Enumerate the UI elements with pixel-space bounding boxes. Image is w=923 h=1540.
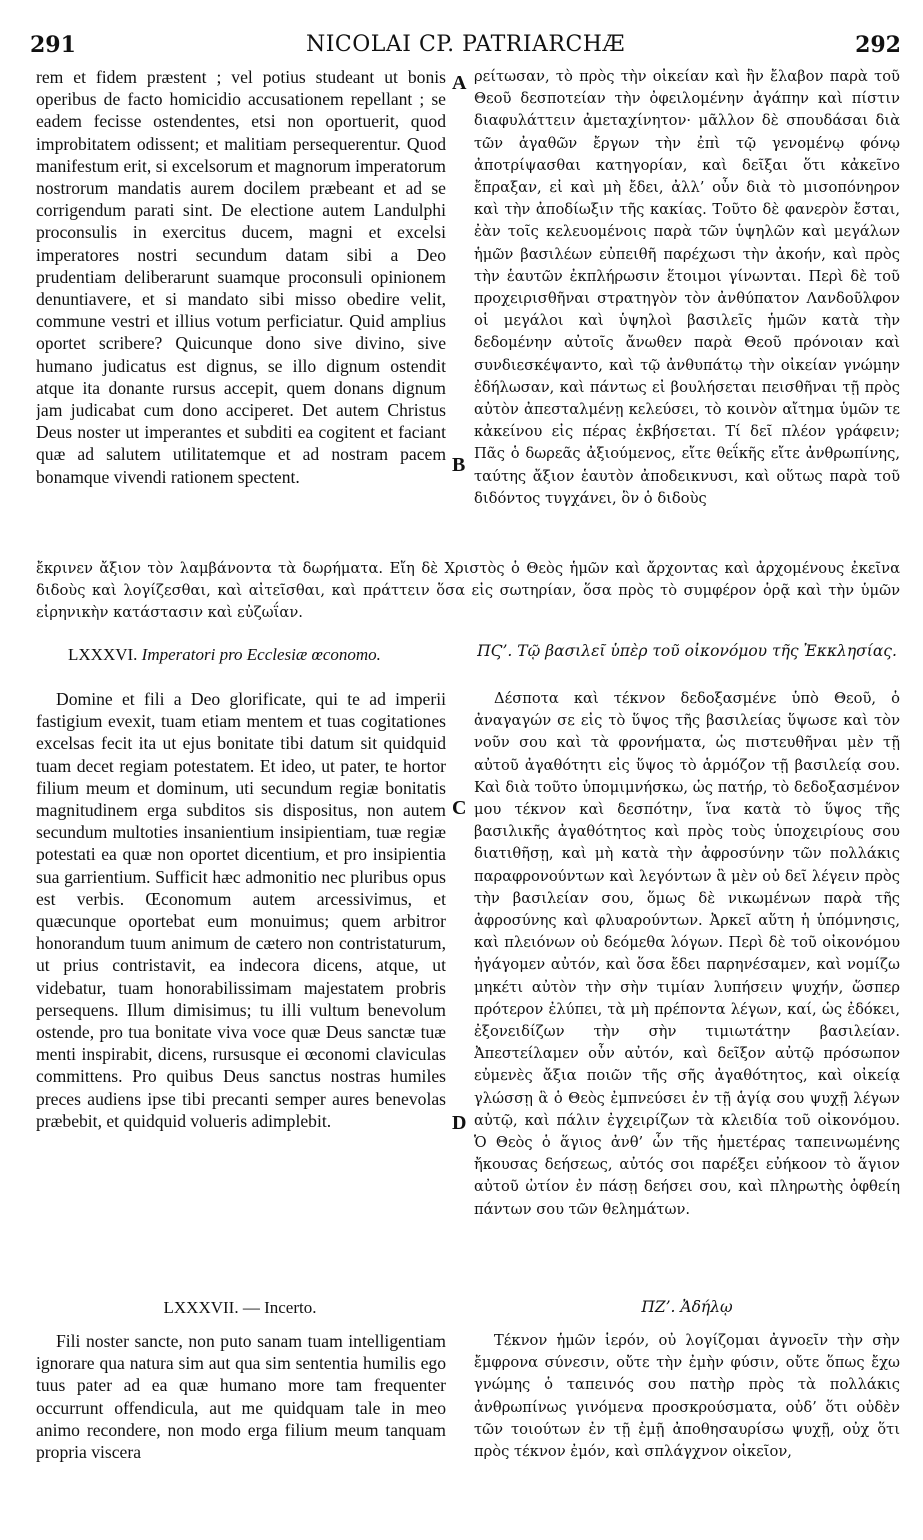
latin-column-86 bbox=[36, 688, 446, 1270]
latin-column-intro bbox=[36, 66, 446, 556]
margin-marker-c: C bbox=[452, 797, 467, 819]
latin-paragraph-intro: rem et fidem præstent ; vel potius studeant ut bonis operibus de facto homicidio accusationem repellant ; se eadem fecisse ostendentes, etsi non oportuerit, quod improbitatem odissent; et malitiam persequerentur. Quod manifestum erit, si excelsorum et magnorum imperatorum nostrorum mandatis aurem docilem præbeant et ad se corrigendum parati sint. De electione autem Landulphi proconsulis in exercitus ducem, magni et excelsi imperatores nostri secundum datam sibi a Deo prudentiam deliberarunt suamque proconsuli opinionem denuntiavere, et si mandato sibi misso obedire velit, commune vestri et illius votum perficiatur. Quid amplius oportet scribere? Quicunque dono sive divino, sive humano judicatus est dignus, se illo dignum ostendit atque ita donante rursus accepit, quem donans dignum jam judicabat cum dono acciperet. Det autem Christus Deus noster ut imperantes et subditi ea cogitent et faciant quæ ad salutem utilitatemque et ad nostram pacem bonamque vivendi rationem spectent. bbox=[36, 67, 446, 487]
margin-marker-d: D bbox=[452, 1112, 467, 1134]
greek-fullwidth-close bbox=[36, 558, 900, 628]
latin-paragraph-87: Fili noster sancte, non puto sanam tuam intelligentiam ignorare qua natura sim aut qua sim sententia humilis ego tuus pater ad ea quæ humano more tam frequenter occurrunt offendicula, aut me quidquam tale in meo animo recondere, non modo erga filium meum tanquam propria viscera bbox=[36, 1331, 446, 1463]
section-86-greek-title: ΠϚ’. Τῷ βασιλεῖ ὑπὲρ τοῦ οἰκονόμου τῆς Ἐκκλησίας. bbox=[477, 642, 897, 660]
section-87-greek-title: ΠΖ’. Ἀδήλῳ bbox=[641, 1298, 733, 1316]
header-title: NICOLAI CP. PATRIARCHÆ bbox=[305, 32, 626, 57]
margin-marker-a: A bbox=[452, 72, 467, 94]
page-number-right: 292 bbox=[855, 32, 901, 58]
latin-paragraph-86: Domine et fili a Deo glorificate, qui te ad imperii fastigium evexit, tuam etiam mentem et tuas cogitationes excelsas fecit ita ut ejus bonitate tibi datum sit quidquid tuam decet regiam potestatem. Et ideo, ut pater, te hortor filium meum et dominum, uti secundum regiæ bonitatis magnitudinem erga subditos sis dispositus, non autem secundum multoties insanientium insipientiam, tuæ regiæ potestati ea quæ non oportet dicentium, et pro insipientia sua garrientium. Sufficit hæc admonitio nec pluribus opus est verbis. Œconomum autem arcessivimus, et quæcunque oportebat eum monuimus; quem arbitror honorandum tuum animum de cætero non contristaturum, ut prius contristavit, ea indecora dicens, atque, ut videbatur, tuam honorabilissimam majestatem probris persequens. Illum dimisimus; tu illi vultum benevolum ostende, pro tua bonitate viva voce quæ Deus sanctæ tuæ menti inspirabit, dicens, rursusque ei œconomi claviculas committens. Pro quibus Deus sanctus nostras humiles preces audiens ipse tibi precanti semper aures benevolas præbebit, et quidquid volueris adimplebit. bbox=[36, 689, 446, 1131]
greek-paragraph-87: Τέκνον ἡμῶν ἱερόν, οὐ λογίζομαι ἀγνοεῖν τὴν σὴν ἔμφρονα σύνεσιν, οὔτε τὴν ἐμὴν φύσιν, οὔτε ὅπως ἔχω γνώμης ὁ ταπεινός σου πατὴρ πρὸς τὰ πολλάκις ἀνθρωπίνως γινόμενα προσκρούσματα, οὐδ’ ὅτι οὐδὲν τῶν τοιούτων ἐν τῇ ἐμῇ ἀποθησαυρίσω ψυχῇ, οὐχ ὅτι πρὸς τέκνον ἐμόν, καὶ σπλάγχνον οἰκεῖον, bbox=[474, 1332, 900, 1461]
running-header bbox=[30, 32, 901, 66]
greek-paragraph-close: ἔκρινεν ἄξιον τὸν λαμβάνοντα τὰ δωρήματα. Εἴη δὲ Χριστὸς ὁ Θεὸς ἡμῶν καὶ ἄρχοντας καὶ ἀρχομένους ἐκεῖνα διδοὺς καὶ λογίζεσθαι, καὶ αἰτεῖσθαι, καὶ πράττειν ὅσα εἰς σωτηρίαν, ὅσα πρὸς τὸ συμφέρον ὁρᾷ καὶ τὴν ὑμῶν εἰρηνικὴν κατάστασιν καὶ εὐζωΐαν. bbox=[36, 560, 900, 622]
greek-column-intro bbox=[474, 66, 900, 556]
section-87-latin-title: LXXXVII. — Incerto. bbox=[163, 1298, 317, 1317]
page-number-left: 291 bbox=[30, 32, 76, 58]
greek-column-87 bbox=[474, 1330, 900, 1530]
section-86-latin-heading: Imperatori pro Ecclesiæ œconomo. bbox=[141, 645, 381, 664]
greek-column-86 bbox=[474, 688, 900, 1298]
greek-paragraph-intro: ρείτωσαν, τὸ πρὸς τὴν οἰκείαν καὶ ἣν ἔλαβον παρὰ τοῦ Θεοῦ δεσποτείαν τὴν ὀφειλομένην ἀγάπην καὶ πίστιν διαφυλάττειν ἀμεταχίνητον· μᾶλλον δὲ σπουδάσαι διὰ τῶν ἀγαθῶν ἔργων τὴν ἐπὶ τῷ γενομένῳ φόνῳ ἀποτρίψασθαι κατηγορίαν, καὶ δεῖξαι ὅτι κἀκεῖνο ἔπραξαν, εἰ καὶ μὴ ἔδει, ἀλλ’ οὖν διὰ τὸ μισοπόνηρον καὶ τὴν ἀποδίωξιν τῆς κακίας. Τοῦτο δὲ φανερὸν ἔσται, ἐὰν τοῖς κελευομένοις παρὰ τῶν ὑψηλῶν καὶ μεγάλων ἡμῶν βασιλέων εὐπειθῆ παρέχωσι τὴν ἀκοήν, καὶ πρὸς τὴν ἑαυτῶν ἐκπλήρωσιν ἕτοιμοι γίνωνται. Περὶ δὲ τοῦ προχειρισθῆναι στρατηγὸν τὸν ἀνθύπατον Λανδοῦλφον οἱ μεγάλοι καὶ ὑψηλοὶ βασιλεῖς ἡμῶν κατὰ τὴν δεδομένην αὐτοῖς ἄνωθεν παρὰ Θεοῦ πρόνοιαν καὶ συνδιεσκέψαντο, καὶ τῷ ἀνθυπάτῳ τὴν οἰκείαν γνώμην ἐδήλωσαν, καὶ πάντως εἰ βουλήσεται πεισθῆναι τῇ πρὸς αὐτὸν ἀπεσταλμένῃ κελεύσει, τὸ κοινὸν αἴτημα ὑμῶν τε κἀκείνου εἰς πέρας ἐκβήσεται. Τί δεῖ πλέον γράφειν; Πᾶς ὁ δωρεᾶς ἀξιούμενος, εἴτε θεΐκῆς εἴτε ἀνθρωπίνης, ταύτης ἄξιον ἑαυτὸν ἀποδεικνυσι, καὶ οὕτως παρὰ τοῦ διδόντος τυγχάνει, ὃν ὁ διδοὺς bbox=[474, 68, 900, 507]
greek-paragraph-86: Δέσποτα καὶ τέκνον δεδοξασμένε ὑπὸ Θεοῦ, ὁ ἀναγαγών σε εἰς τὸ ὕψος τῆς βασιλείας ὕψωσε καὶ τὸν νοῦν σου καὶ τὰ φρονήματα, ὡς πιστευθῆναι μὲν τῇ αὐτοῦ ἀγαθότητι εἰς ὕψος τὸ ἁρμόζον τῇ βασιλείᾳ σου. Καὶ διὰ τοῦτο ὑπομιμνήσκω, ὡς πατήρ, τὸ δεδοξασμένον μου τέκνον καὶ δεσπότην, ἵνα κατὰ τὸ ὕψος τῆς βασιλικῆς ἀγαθότητος καὶ πρὸς τοὺς ὑποχειρίους σου διατιθῆσῃ, καὶ μὴ κατὰ τὴν ἀφροσύνην τῶν πολλάκις παραφρονούντων καὶ λεγόντων ἃ μὲν οὐ δεῖ λέγειν πρὸς τὴν βασιλείαν σου, ὅμως δὲ νικωμένων παρὰ τῆς ἀφροσύνης καὶ φλυαρούντων. Ἀρκεῖ αὕτη ἡ ὑπόμνησις, καὶ πλειόνων οὐ δεόμεθα λόγων. Περὶ δὲ τοῦ οἰκονόμου ἠγάγομεν αὐτόν, καὶ ὅσα ἔδει παρηνέσαμεν, καὶ νομίζω μηκέτι αὐτὸν τὴν σὴν τιμίαν λυπήσειν ψυχήν, ὥσπερ πρότερον ἐλύπει, τὰ μὴ πρέποντα λέγων, καί, ὡς ἐδόκει, ἐξονειδίζων τὴν σὴν τιμιωτάτην βασιλείαν. Ἀπεστείλαμεν οὖν αὐτόν, καὶ δεῖξον αὐτῷ πρόσωπον εὐμενὲς ἄξια ποιῶν τῆς σῆς ἀγαθότητος, καὶ οἰκείᾳ γλώσσῃ ἃ ὁ Θεὸς ἐμπνεύσει ἐν τῇ ἁγίᾳ σου ψυχῇ λέγων αὐτῷ, καὶ πάλιν ἐγχειρίζων τὰ κλειδία τοῦ οἰκονόμου. Ὁ Θεὸς ὁ ἅγιος ἀνθ’ ὧν τῆς ἡμετέρας ταπεινωμένης ἤκουσας δεήσεως, αὐτός σοι παρέξει εὐήκοον τὸ ἅγιον αὐτοῦ ὠτίον ἐν πάσῃ δεήσει σου, καὶ πληρωτὴς ὀφθείη πάντων σου τῶν θελημάτων. bbox=[474, 690, 900, 1218]
section-86-latin-number: LXXXVI. bbox=[68, 645, 138, 664]
margin-marker-b: B bbox=[452, 454, 466, 476]
latin-column-87 bbox=[36, 1330, 446, 1530]
section-86-latin-title bbox=[68, 645, 381, 665]
